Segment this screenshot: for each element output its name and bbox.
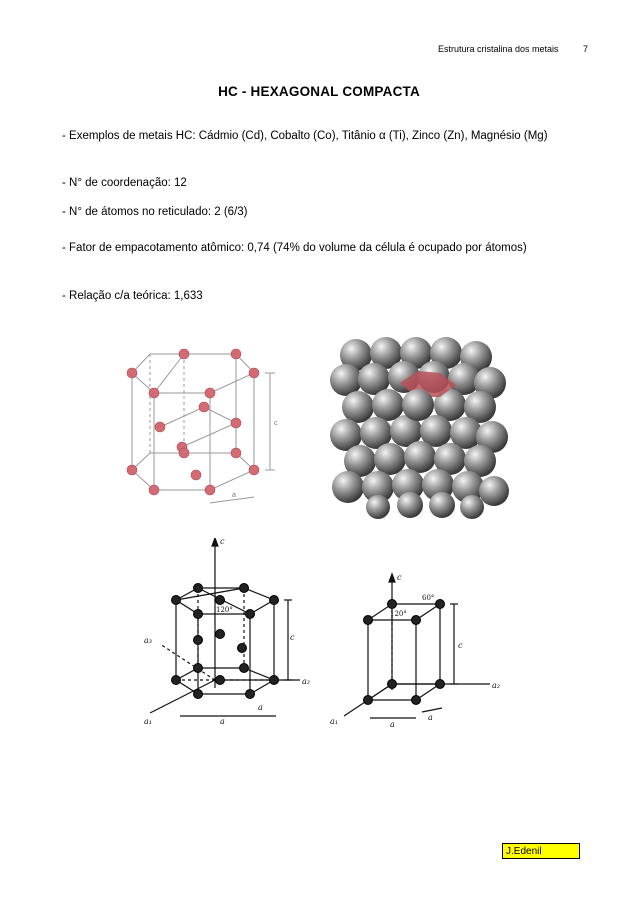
- author-footer: J.Edenil: [502, 843, 580, 859]
- dim-a-label-2: a: [258, 703, 263, 712]
- axis-a1-label: a₁: [144, 717, 152, 726]
- cell-angle-60-label: 60°: [422, 594, 435, 602]
- running-title: Estrutura cristalina dos metais: [438, 44, 559, 54]
- hard-sphere-model-figure: [330, 335, 510, 520]
- cell-axis-a1-label: a₁: [330, 717, 338, 726]
- cell-axis-a2-label: a₂: [492, 681, 500, 690]
- section-title: HC - HEXAGONAL COMPACTA: [218, 84, 420, 99]
- hcp-axes-diagram: [140, 538, 330, 730]
- axis-c-label: c: [220, 538, 225, 546]
- hcp-unit-cell-figure: [122, 345, 294, 515]
- paragraph-examples: - Exemplos de metais HC: Cádmio (Cd), Cobalto (Co), Titânio α (Ti), Zinco (Zn), Magnésio (Mg): [62, 130, 548, 142]
- cell-dim-a-label-2: a: [428, 713, 433, 722]
- hex-angle-label: 120°: [216, 606, 233, 614]
- cell-angle-120-label: 120°: [390, 610, 407, 618]
- cell-dim-a-label: a: [390, 720, 395, 729]
- paragraph-coordination: - N° de coordenação: 12: [62, 177, 187, 189]
- paragraph-packing-factor: - Fator de empacotamento atômico: 0,74 (74% do volume da célula é ocupado por átomos): [62, 242, 527, 254]
- page-number: 7: [583, 44, 589, 54]
- axis-a2-label: a₂: [302, 677, 310, 686]
- axis-a3-label: a₃: [144, 636, 152, 645]
- hex-c-label: c: [274, 420, 278, 427]
- primitive-cell-diagram: [330, 570, 510, 730]
- dim-a-label: a: [220, 717, 225, 726]
- cell-axis-c-label: c: [397, 573, 402, 582]
- hex-a-label: a: [232, 492, 236, 499]
- cell-dim-c-label: c: [458, 641, 463, 650]
- paragraph-atoms: - N° de átomos no reticulado: 2 (6/3): [62, 206, 248, 218]
- dim-c-label: c: [290, 633, 295, 642]
- paragraph-ca-ratio: - Relação c/a teórica: 1,633: [62, 290, 203, 302]
